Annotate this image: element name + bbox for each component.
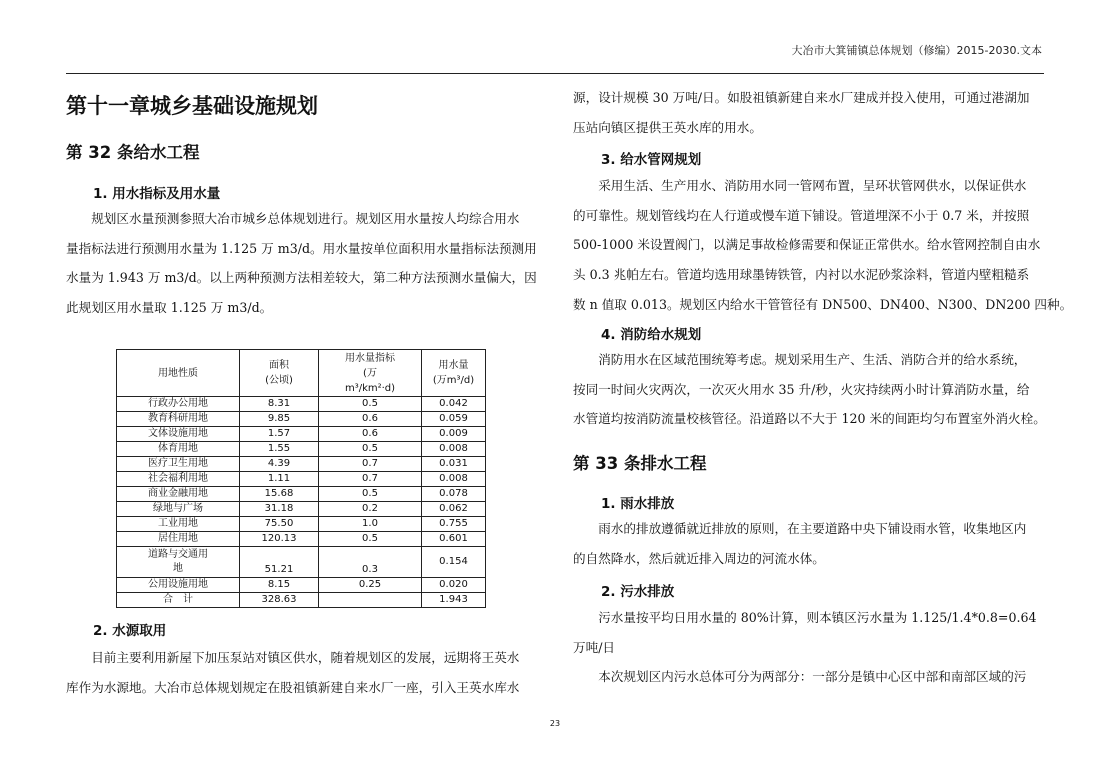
text-line: 500-1000 米设置阀门，以满足事故检修需要和保证正常供水。给水管网控制自由水 <box>573 237 1041 253</box>
section-2-text-continued <box>573 83 1043 142</box>
text-line: 压站向镇区提供王英水库的用水。 <box>573 119 762 135</box>
section-2-title: 2. 水源取用 <box>93 623 167 639</box>
running-header: 大冶市大箕铺镇总体规划（修编）2015-2030.文本 <box>791 44 1042 57</box>
table-row <box>117 442 486 457</box>
article-33-title: 第 33 条排水工程 <box>573 454 707 473</box>
text-line: 规划区水量预测参照大冶市城乡总体规划进行。规划区用水量按人均综合用水 <box>91 211 520 226</box>
table-cell: 合 计 <box>117 593 240 608</box>
page-number: 23 <box>549 719 561 728</box>
text-line: 万吨/日 <box>573 639 616 655</box>
table-cell: 商业金融用地 <box>117 487 240 502</box>
section-1-text <box>66 204 536 323</box>
table-cell: 工业用地 <box>117 517 240 532</box>
table-row <box>117 502 486 517</box>
text-line: 的自然降水，然后就近排入周边的河流水体。 <box>573 550 825 566</box>
text-line: 采用生活、生产用水、消防用水同一管网布置，呈环状管网供水，以保证供水 <box>598 178 1027 193</box>
table-row <box>117 517 486 532</box>
header-cell: 用水量指标 (万 m³/km²·d) <box>319 350 422 397</box>
table-cell: 75.50 <box>240 517 319 532</box>
table-cell: 0.062 <box>422 502 486 517</box>
text-line: 按同一时间火灾两次，一次灭火用水 35 升/秒，火灾持续两小时计算消防水量，给 <box>573 381 1030 397</box>
header-rule <box>66 73 1044 74</box>
header-cell: 用水量 (万m³/d) <box>422 350 486 397</box>
table-cell: 328.63 <box>240 593 319 608</box>
drainage-2-text <box>573 603 1043 692</box>
drainage-1-text <box>573 514 1043 573</box>
table-cell: 行政办公用地 <box>117 397 240 412</box>
table-cell: 31.18 <box>240 502 319 517</box>
section-1-title: 1. 用水指标及用水量 <box>93 186 221 202</box>
table-cell: 教育科研用地 <box>117 412 240 427</box>
table-cell: 1.55 <box>240 442 319 457</box>
text-line: 污水量按平均日用水量的 80%计算，则本镇区污水量为 1.125/1.4*0.8=0.64 <box>598 610 1037 625</box>
table-cell: 0.601 <box>422 532 486 547</box>
table-cell: 医疗卫生用地 <box>117 457 240 472</box>
table-cell: 0.6 <box>319 427 422 442</box>
table-cell: 0.5 <box>319 532 422 547</box>
text-line: 的可靠性。规划管线均在人行道或慢车道下铺设。管道埋深不小于 0.7 米，并按照 <box>573 207 1030 223</box>
table-cell: 15.68 <box>240 487 319 502</box>
table-cell: 9.85 <box>240 412 319 427</box>
table-cell: 0.3 <box>319 547 422 578</box>
table-cell: 居住用地 <box>117 532 240 547</box>
table-cell: 文体设施用地 <box>117 427 240 442</box>
table-cell: 0.031 <box>422 457 486 472</box>
drainage-2-title: 2. 污水排放 <box>601 584 675 600</box>
table-cell: 0.078 <box>422 487 486 502</box>
table-cell: 1.57 <box>240 427 319 442</box>
table-cell: 0.7 <box>319 472 422 487</box>
table-cell: 0.7 <box>319 457 422 472</box>
table-total-row <box>117 593 486 608</box>
section-3-title: 3. 给水管网规划 <box>601 152 702 168</box>
table-cell: 120.13 <box>240 532 319 547</box>
table-cell: 1.0 <box>319 517 422 532</box>
water-demand-table <box>116 349 486 608</box>
table-header-row <box>117 350 486 397</box>
table-cell: 公用设施用地 <box>117 578 240 593</box>
table-row <box>117 547 486 578</box>
table-cell: 1.11 <box>240 472 319 487</box>
text-line: 库作为水源地。大冶市总体规划规定在股祖镇新建自来水厂一座，引入王英水库水 <box>66 679 520 695</box>
table-cell: 4.39 <box>240 457 319 472</box>
text-line: 源，设计规模 30 万吨/日。如股祖镇新建自来水厂建成并投入使用，可通过港湖加 <box>573 90 1030 105</box>
table-cell: 0.5 <box>319 442 422 457</box>
table-cell: 0.755 <box>422 517 486 532</box>
table-cell: 道路与交通用 地 <box>117 547 240 578</box>
table-cell: 0.008 <box>422 442 486 457</box>
article-32-title: 第 32 条给水工程 <box>66 143 200 162</box>
text-line: 水量为 1.943 万 m3/d。以上两种预测方法相差较大，第二种方法预测水量偏大，因 <box>66 270 537 286</box>
table-cell: 0.5 <box>319 397 422 412</box>
table-cell: 0.009 <box>422 427 486 442</box>
header-cell: 用地性质 <box>117 350 240 397</box>
table-row <box>117 472 486 487</box>
text-line: 消防用水在区域范围统筹考虑。规划采用生产、生活、消防合并的给水系统， <box>598 352 1027 367</box>
section-2-text <box>66 643 536 702</box>
table-cell <box>319 593 422 608</box>
table-cell: 8.31 <box>240 397 319 412</box>
text-line: 此规划区用水量取 1.125 万 m3/d。 <box>66 300 273 316</box>
table-cell: 0.6 <box>319 412 422 427</box>
table-cell: 1.943 <box>422 593 486 608</box>
text-line: 数 n 值取 0.013。规划区内给水干管管径有 DN500、DN400、N300、DN200 四种。 <box>573 296 1073 312</box>
header-cell: 面积 (公顷) <box>240 350 319 397</box>
table-cell: 51.21 <box>240 547 319 578</box>
text-line: 本次规划区内污水总体可分为两部分：一部分是镇中心区中部和南部区域的污 <box>598 669 1027 685</box>
drainage-1-title: 1. 雨水排放 <box>601 496 675 512</box>
table-row <box>117 397 486 412</box>
table-cell: 体育用地 <box>117 442 240 457</box>
table-row <box>117 578 486 593</box>
table-cell: 0.042 <box>422 397 486 412</box>
table-row <box>117 412 486 427</box>
table-cell: 0.25 <box>319 578 422 593</box>
text-line: 量指标法进行预测用水量为 1.125 万 m3/d。用水量按单位面积用水量指标法预测用 <box>66 240 537 256</box>
text-line: 水管道均按消防流量校核管径。沿道路以不大于 120 米的间距均匀布置室外消火栓。 <box>573 411 1046 427</box>
section-4-title: 4. 消防给水规划 <box>601 327 702 343</box>
text-line: 雨水的排放遵循就近排放的原则，在主要道路中央下铺设雨水管，收集地区内 <box>598 521 1027 536</box>
table-cell: 社会福利用地 <box>117 472 240 487</box>
table-cell: 0.2 <box>319 502 422 517</box>
section-4-text <box>573 345 1046 434</box>
table-cell: 0.020 <box>422 578 486 593</box>
table-cell: 0.5 <box>319 487 422 502</box>
text-line: 目前主要利用新屋下加压泵站对镇区供水，随着规划区的发展，远期将王英水 <box>91 650 520 665</box>
text-line: 头 0.3 兆帕左右。管道均选用球墨铸铁管，内衬以水泥砂浆涂料，管道内壁粗糙系 <box>573 267 1030 283</box>
section-3-text <box>573 171 1073 320</box>
table-cell: 0.008 <box>422 472 486 487</box>
table-cell: 绿地与广场 <box>117 502 240 517</box>
table-cell: 0.154 <box>422 547 486 578</box>
table-row <box>117 487 486 502</box>
table-row <box>117 532 486 547</box>
table-row <box>117 457 486 472</box>
table-cell: 8.15 <box>240 578 319 593</box>
table-row <box>117 427 486 442</box>
chapter-title: 第十一章城乡基础设施规划 <box>66 94 318 118</box>
table-cell: 0.059 <box>422 412 486 427</box>
